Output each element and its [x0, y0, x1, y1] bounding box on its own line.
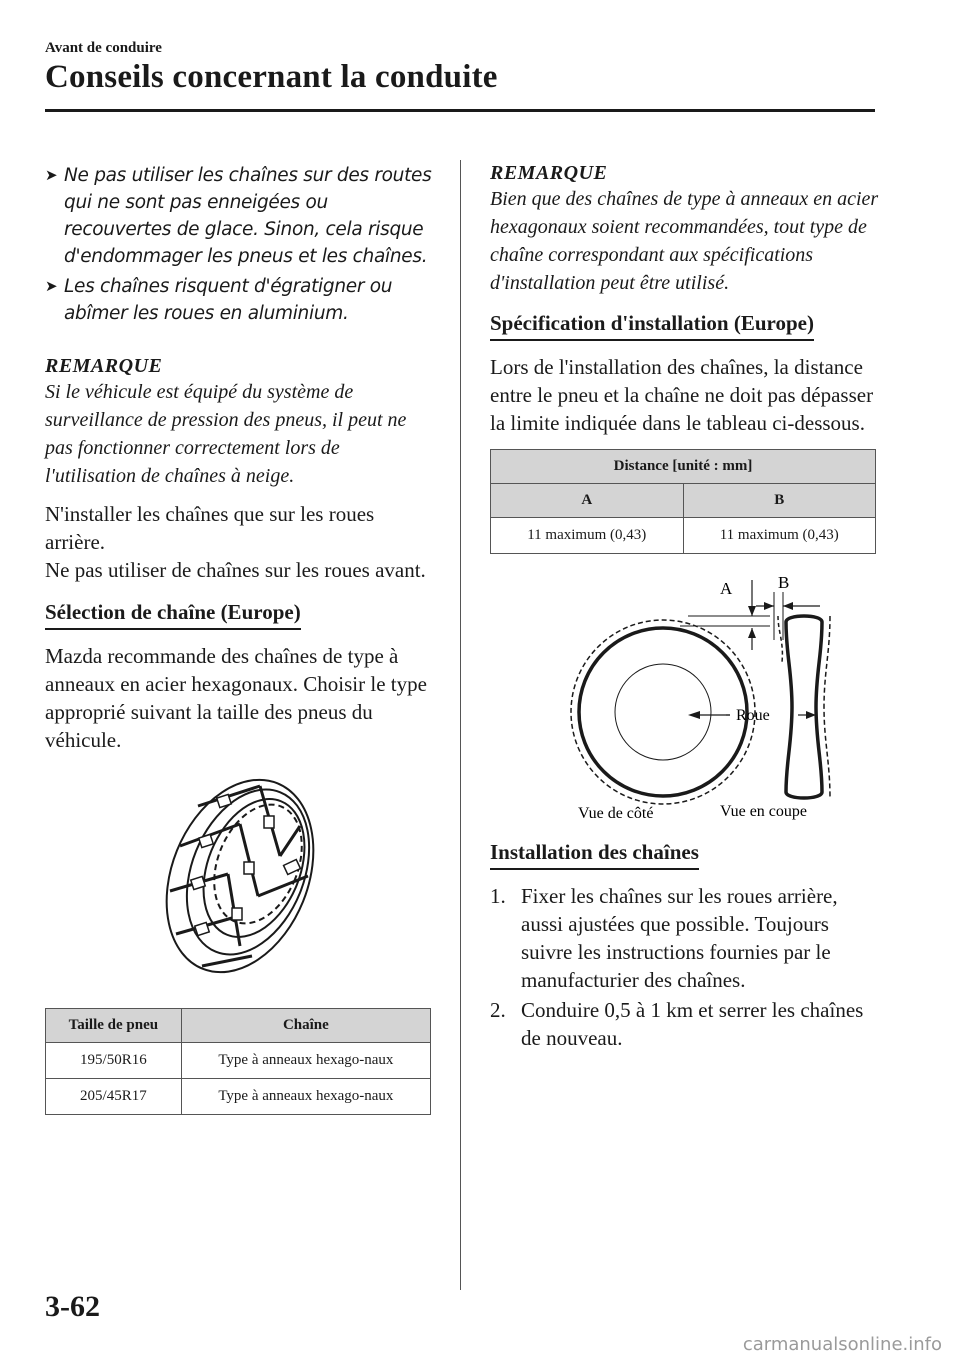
table-header: A	[491, 484, 684, 518]
table-header-row	[46, 1009, 431, 1043]
step-number: 2.	[490, 998, 506, 1022]
table-cell: 11 maximum (0,43)	[491, 518, 684, 554]
warning-text: Ne pas utiliser les chaînes sur des routes qui ne sont pas enneigées ou recouvertes de glace. Sinon, cela risque d'endommager les pneus et les chaînes.	[64, 165, 432, 267]
column-divider	[460, 160, 461, 1290]
table-row	[491, 518, 876, 554]
body-paragraph: Mazda recommande des chaînes de type à anneaux en acier hexagonaux. Choisir le type approprié suivant la taille des pneus du véhicule.	[45, 644, 427, 752]
section-label: Avant de conduire	[45, 40, 162, 56]
distance-spec-table	[490, 449, 876, 554]
right-column	[490, 162, 880, 1054]
left-column	[45, 162, 435, 1115]
page-title: Conseils concernant la conduite	[45, 59, 498, 95]
label-wheel: Roue	[736, 707, 770, 724]
note-title: REMARQUE	[45, 355, 163, 377]
table-cell: 11 maximum (0,43)	[683, 518, 876, 554]
warning-text: Les chaînes risquent d'égratigner ou abîmer les roues en aluminium.	[64, 276, 393, 324]
tire-chain-table	[45, 1008, 431, 1115]
section-heading: Sélection de chaîne (Europe)	[45, 600, 301, 630]
caption-side-view: Vue de côté	[578, 805, 654, 822]
arrow-bullet-icon: ➤	[45, 166, 58, 184]
table-cell: 205/45R17	[46, 1079, 182, 1115]
body-paragraph: N'installer les chaînes que sur les roues arrière.	[45, 502, 375, 554]
warning-list	[45, 162, 435, 327]
caption-section-view: Vue en coupe	[720, 803, 807, 820]
chain-clearance-diagram	[530, 572, 850, 822]
label-b: B	[778, 573, 790, 592]
page-header	[45, 40, 875, 96]
table-title-row	[491, 450, 876, 484]
arrow-bullet-icon: ➤	[45, 277, 58, 295]
header-rule	[45, 109, 875, 112]
table-header: B	[683, 484, 876, 518]
note-title: REMARQUE	[490, 162, 608, 184]
snow-chain-illustration	[140, 766, 340, 986]
table-row	[46, 1043, 431, 1079]
step-number: 1.	[490, 884, 506, 908]
step-text: Fixer les chaînes sur les roues arrière, aussi ajustées que possible. Toujours suivre les instructions fournies par le manufacturier des chaînes.	[521, 884, 838, 992]
warning-item	[45, 273, 435, 327]
table-row	[46, 1079, 431, 1115]
table-header: Taille de pneu	[46, 1009, 182, 1043]
table-title: Distance [unité : mm]	[491, 450, 876, 484]
label-a: A	[720, 579, 733, 598]
table-header-row	[491, 484, 876, 518]
list-item	[490, 996, 880, 1052]
table-cell: 195/50R16	[46, 1043, 182, 1079]
step-text: Conduire 0,5 à 1 km et serrer les chaînes de nouveau.	[521, 998, 864, 1050]
section-heading: Spécification d'installation (Europe)	[490, 311, 814, 341]
table-cell: Type à anneaux hexago-naux	[181, 1043, 430, 1079]
section-heading: Installation des chaînes	[490, 840, 699, 870]
table-header: Chaîne	[181, 1009, 430, 1043]
body-paragraph: Lors de l'installation des chaînes, la distance entre le pneu et la chaîne ne doit pas dépasser la limite indiquée dans le tableau ci-dessous.	[490, 355, 874, 435]
page-number: 3-62	[45, 1290, 100, 1323]
list-item	[490, 882, 880, 994]
note-text: Bien que des chaînes de type à anneaux en acier hexagonaux soient recommandées, tout type de chaîne correspondant aux spécifications d'installation peut être utilisé.	[490, 188, 879, 294]
body-paragraph: Ne pas utiliser de chaînes sur les roues avant.	[45, 558, 426, 582]
installation-steps	[490, 882, 880, 1052]
table-cell: Type à anneaux hexago-naux	[181, 1079, 430, 1115]
note-text: Si le véhicule est équipé du système de surveillance de pression des pneus, il peut ne pas fonctionner correctement lors de l'utilisation de chaînes à neige.	[45, 381, 407, 487]
watermark: carmanualsonline.info	[742, 1334, 942, 1355]
warning-item	[45, 162, 435, 270]
